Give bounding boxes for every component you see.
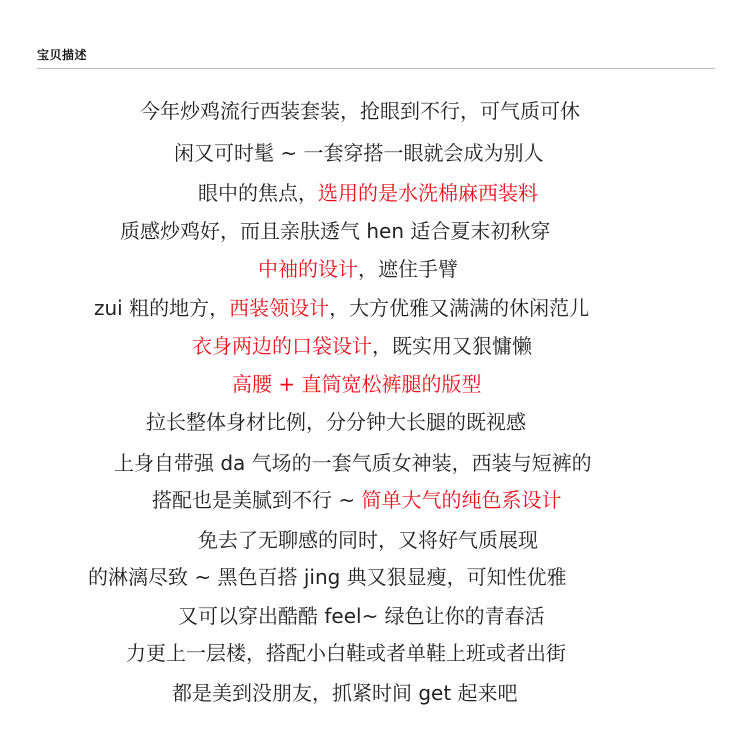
description-line	[258, 255, 458, 283]
line-text: ，大方优雅又满满的休闲范儿	[329, 296, 590, 320]
description-line	[178, 602, 545, 630]
line-highlight-text: 西装领设计	[229, 296, 330, 320]
line-highlight-text: 高腰 + 直筒宽松裤腿的版型	[232, 372, 482, 396]
line-highlight-text: 衣身两边的口袋设计	[192, 334, 372, 358]
line-highlight-text: 中袖的设计	[258, 257, 358, 281]
description-line	[198, 526, 538, 554]
description-line	[198, 179, 538, 207]
line-text: 拉长整体身材比例，分分钟大长腿的既视感	[146, 410, 526, 434]
line-highlight-text: 简单大气的纯色系设计	[361, 488, 562, 512]
description-line	[140, 97, 580, 125]
description-line	[126, 639, 566, 667]
line-text: 质感炒鸡好，而且亲肤透气 hen 适合夏末初秋穿	[120, 219, 551, 243]
description-line	[232, 370, 481, 398]
section-title: 宝贝描述	[37, 48, 88, 62]
description-line	[114, 449, 592, 477]
description-line	[174, 139, 543, 167]
line-text: 闲又可时髦 ~ 一套穿搭一眼就会成为别人	[174, 141, 544, 165]
line-text: 免去了无聊感的同时，又将好气质展现	[198, 528, 538, 552]
description-line	[120, 217, 550, 245]
description-line	[172, 679, 518, 707]
line-text: 上身自带强 da 气场的一套气质女神装，西装与短裤的	[114, 451, 592, 475]
line-highlight-text: 选用的是水洗棉麻西装料	[318, 181, 538, 205]
description-line	[94, 294, 589, 322]
line-text: 的淋漓尽致 ~ 黑色百搭 jing 典又狠显瘦，可知性优雅	[88, 565, 567, 589]
line-text: ，遮住手臂	[358, 257, 458, 281]
line-text: 力更上一层楼，搭配小白鞋或者单鞋上班或者出街	[126, 641, 566, 665]
line-text: 眼中的焦点，	[198, 181, 318, 205]
description-line	[88, 563, 567, 591]
line-text: 又可以穿出酷酷 feel~ 绿色让你的青春活	[178, 604, 545, 628]
description-line	[152, 486, 561, 514]
description-line	[146, 408, 526, 436]
line-text: ，既实用又狠慵懒	[372, 334, 532, 358]
section-header	[37, 44, 715, 69]
description-line	[192, 332, 532, 360]
line-text: 搭配也是美腻到不行 ~	[152, 488, 362, 512]
line-text: 都是美到没朋友，抓紧时间 get 起来吧	[172, 681, 518, 705]
line-text: 今年炒鸡流行西装套装，抢眼到不行，可气质可休	[140, 99, 580, 123]
line-text: zui 粗的地方，	[94, 296, 230, 320]
